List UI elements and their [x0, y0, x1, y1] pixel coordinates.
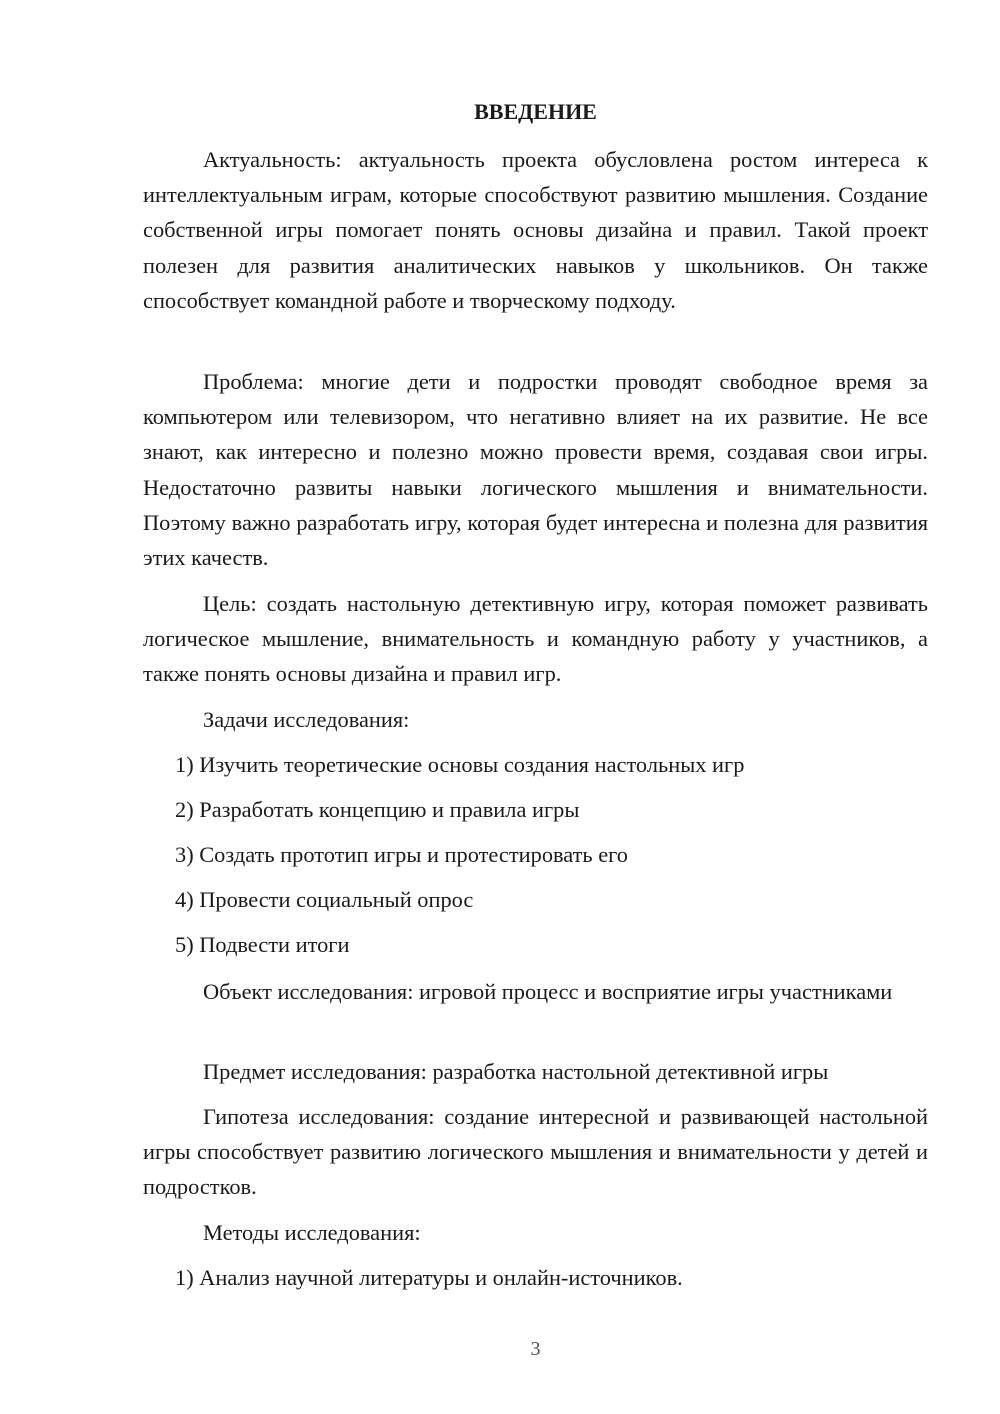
task-item-1: 1) Изучить теоретические основы создания настольных игр [175, 752, 745, 777]
page-number: 3 [530, 1338, 541, 1360]
subject-paragraph: Предмет исследования: разработка настольной детективной игры [203, 1059, 829, 1084]
task-item-4: 4) Провести социальный опрос [175, 887, 474, 912]
task-item-2: 2) Разработать концепцию и правила игры [175, 797, 580, 822]
problem-paragraph: Проблема: многие дети и подростки проводят свободное время за компьютером или телевизором, что негативно влияет на их развитие. Не все знают, как интересно и полезно можно провести время, создавая свои игры. Недостаточно развиты навыки логического мышления и внимательности. Поэтому важно разработать игру, которая будет интересна и полезна для развития этих качеств. [143, 369, 928, 571]
task-item-5: 5) Подвести итоги [175, 932, 350, 957]
methods-heading: Методы исследования: [203, 1220, 421, 1245]
hypothesis-paragraph: Гипотеза исследования: создание интересной и развивающей настольной игры способствует развитию логического мышления и внимательности у детей и подростков. [143, 1104, 928, 1200]
goal-paragraph: Цель: создать настольную детективную игру, которая поможет развивать логическое мышление, внимательность и командную работу у участников, а также понять основы дизайна и правил игр. [143, 591, 928, 687]
relevance-paragraph: Актуальность: актуальность проекта обусловлена ростом интереса к интеллектуальным играм, которые способствуют развитию мышления. Создание собственной игры помогает понять основы дизайна и правил. Такой проект полезен для развития аналитических навыков у школьников. Он также способствует командной работе и творческому подходу. [143, 147, 928, 313]
object-paragraph: Объект исследования: игровой процесс и восприятие игры участниками [203, 979, 893, 1004]
page-title: ВВЕДЕНИЕ [474, 99, 597, 124]
method-item-1: 1) Анализ научной литературы и онлайн-источников. [175, 1265, 683, 1290]
document-page [143, 0, 928, 1414]
task-item-3: 3) Создать прототип игры и протестировать его [175, 842, 629, 867]
tasks-heading: Задачи исследования: [203, 707, 410, 732]
